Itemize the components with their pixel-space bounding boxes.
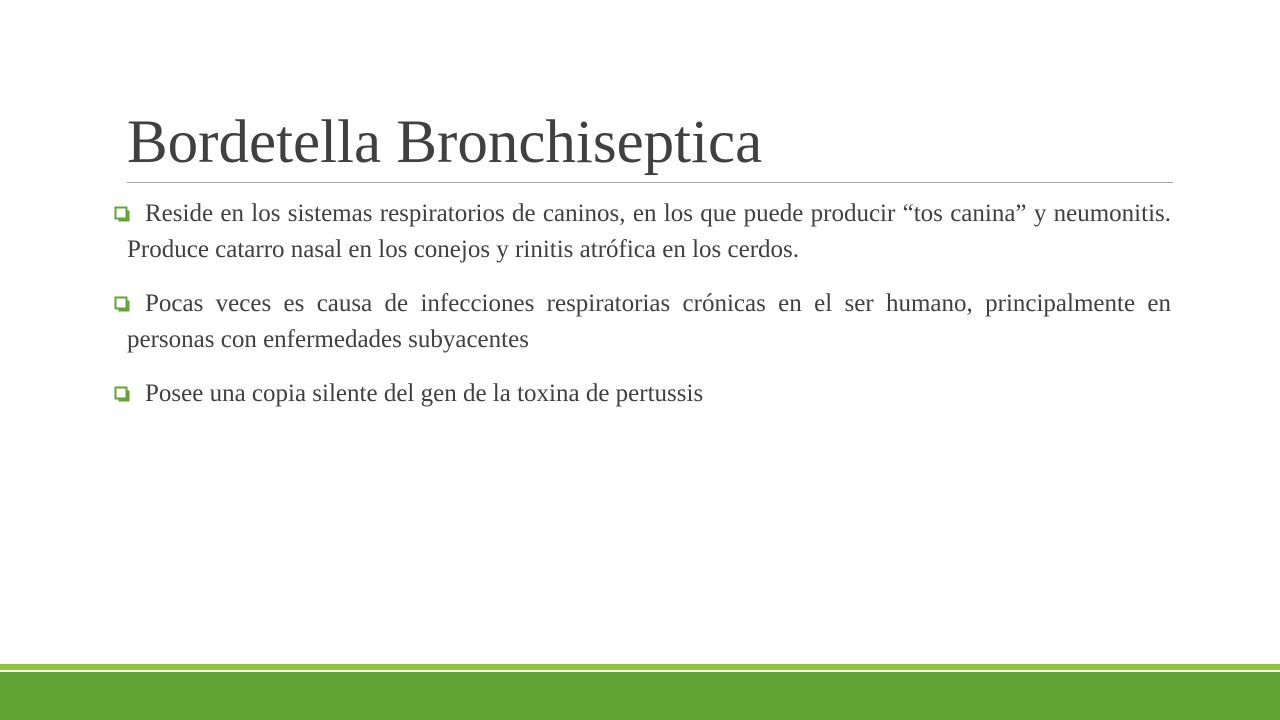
- list-item: [127, 376, 1171, 412]
- hollow-square-bullet-icon: [114, 206, 130, 222]
- title-divider: [127, 182, 1173, 183]
- bullet-text: Posee una copia silente del gen de la toxina de pertussis: [145, 380, 704, 407]
- list-item: [127, 196, 1171, 268]
- list-item: [127, 286, 1171, 358]
- hollow-square-bullet-icon: [114, 296, 130, 312]
- footer-band: [0, 672, 1280, 720]
- slide-title: Bordetella Bronchiseptica: [127, 109, 763, 176]
- bullet-text: Reside en los sistemas respiratorios de caninos, en los que puede producir “tos canina” y neumonitis. Produce catarro nasal en los conejos y rinitis atrófica en los cerdos.: [127, 200, 1171, 263]
- hollow-square-bullet-icon: [114, 386, 130, 402]
- bullet-text: Pocas veces es causa de infecciones respiratorias crónicas en el ser humano, principalmente en personas con enfermedades subyacentes: [127, 290, 1171, 353]
- bullet-list: [127, 196, 1171, 430]
- footer-accent-line: [0, 664, 1280, 670]
